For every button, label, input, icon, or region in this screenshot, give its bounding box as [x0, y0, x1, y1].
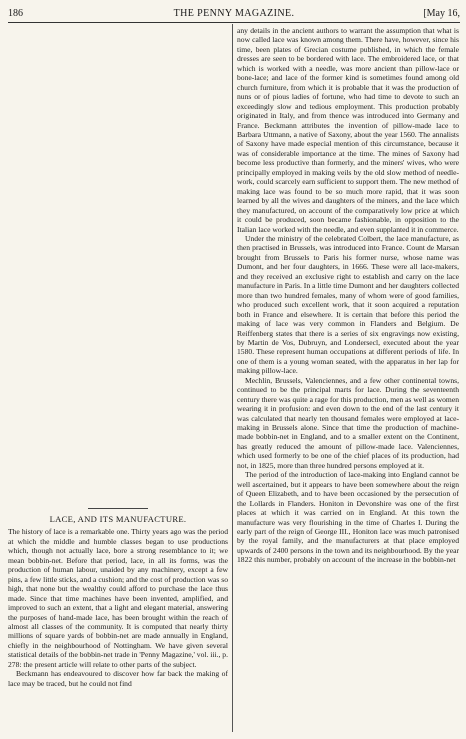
- article-separator: [88, 508, 148, 509]
- column-divider: [232, 24, 233, 732]
- paragraph: The period of the introduction of lace-making into England cannot be well ascertained, but it appears to have been somewhere about the reign of Queen Elizabeth, and to have been occasioned by the persecution of the Lollards in Flanders. Honiton in Devonshire was one of the first places at which it was carried on in England. At this town the manufacture was very flourishing in the time of Charles I. During the early part of the reign of George III., Honiton lace was much patronised by the royal family, and the manufacturers at that place employed upwards of 2400 persons in the town and its neighbourhood. By the year 1822 this number, probably on account of the increase in the bobbin-net: [237, 470, 459, 565]
- header-rule: [8, 22, 460, 23]
- left-column: [8, 508, 228, 732]
- paragraph: The history of lace is a remarkable one. Thirty years ago was the period at which the middle and humble classes began to use productions which, though not actually lace, bore a strong resemblance to it; we mean bobbin-net. Before that period, lace, in all its forms, was the production of human labour, unaided by any machinery, except a few pins, a few little sticks, and a cushion; and the cost of production was so high, that none but the wealthy could afford to purchase the lace thus made. Since that time machines have been invented, amplified, and improved to such an extent, that a light and elegant material, answering the purposes of hand-made lace, has been brought within the reach of almost all classes of the community. It is computed that nearly thirty millions of square yards of bobbin-net are made annually in England, chiefly in the neighbourhood of Nottingham. We have given several statistical details of the bobbin-net trade in 'Penny Magazine,' vol. iii., p. 278: the present article will relate to other parts of the subject.: [8, 527, 228, 669]
- article-title: LACE, AND ITS MANUFACTURE.: [49, 514, 187, 524]
- paragraph: Beckmann has endeavoured to discover how far back the making of lace may be traced, but he could not find: [8, 669, 228, 688]
- issue-date: [May 16,: [423, 8, 460, 19]
- paragraph: Under the ministry of the celebrated Colbert, the lace manufacture, as then practised in Brussels, was introduced into France. Count de Marsan brought from Brussels to Paris his former nurse, whose name was Dumont, and her four daughters, in 1666. These were all lace-makers, and they received an exclusive right to establish and carry on the lace manufacture in Paris. In a little time Dumont and her daughters collected more than two hundred females, many of whom were of good families, who produced such excellent work, that it soon acquired a reputation both in France and elsewhere. It is certain that before this period the making of lace was very common in Flanders and Belgium. De Reiffenberg states that there is a series of six engravings now existing, by Martin de Vos, Dubruyn, and Londersecl, executed about the year 1580. These represent human occupations at different periods of life. In one of them is a young woman seated, with the apparatus in her lap for making pillow-lace.: [237, 233, 459, 376]
- magazine-title: THE PENNY MAGAZINE.: [173, 8, 295, 19]
- paragraph: Mechlin, Brussels, Valenciennes, and a few other continental towns, continued to be the principal marts for lace. During the seventeenth century there was quite a rage for this production, men as well as women wearing it in profusion: and even down to the end of the last century it was calculated that nearly ten thousand females were employed at lace-making in Brussels alone. Since that time the production of machine-made bobbin-net in England, and to a smaller extent on the Continent, has greatly reduced the amount of pillow-made lace. Valenciennes, which used formerly to be one of the chief places of its production, had not, in 1825, more than three hundred persons employed at it.: [237, 375, 459, 470]
- running-header: [8, 8, 460, 22]
- paragraph: any details in the ancient authors to warrant the assumption that what is now called lace was known among them. There have, however, since his time, been plates of Grecian costume published, in which the female dresses are seen to be bordered with lace. The embroidered lace, or that which is worked with a needle, was more ancient than pillow-lace or bone-lace; and lace of the former kind is sometimes found among old church furniture, from which it is probable that it was the production of nuns or of pious ladies of fortune, who had time to devote to such an exceedingly slow and tedious employment. This production probably originated in Italy, and from thence was introduced into Germany and France. Beckmann attributes the invention of pillow-made lace to Barbara Uttmann, a native of Saxony, about the year 1560. The annalists of Saxony have made especial mention of this circumstance, because it was of considerable importance at the time. The mines of Saxony had become less productive than formerly, and the miners' wives, who were principally employed in making veils by the old slow method of needle-work, could scarcely earn sufficient to support them. The new method of making lace was found to be so much more rapid, that it was soon learned by all the wives and daughters of the miners, and the lace which they manufactured, on account of the comparatively low price at which it could be produced, soon became fashionable, in opposition to the Italian lace worked with the needle, and even supplanted it in commerce.: [237, 26, 459, 234]
- right-column: [237, 26, 459, 734]
- page-number: 186: [8, 8, 23, 19]
